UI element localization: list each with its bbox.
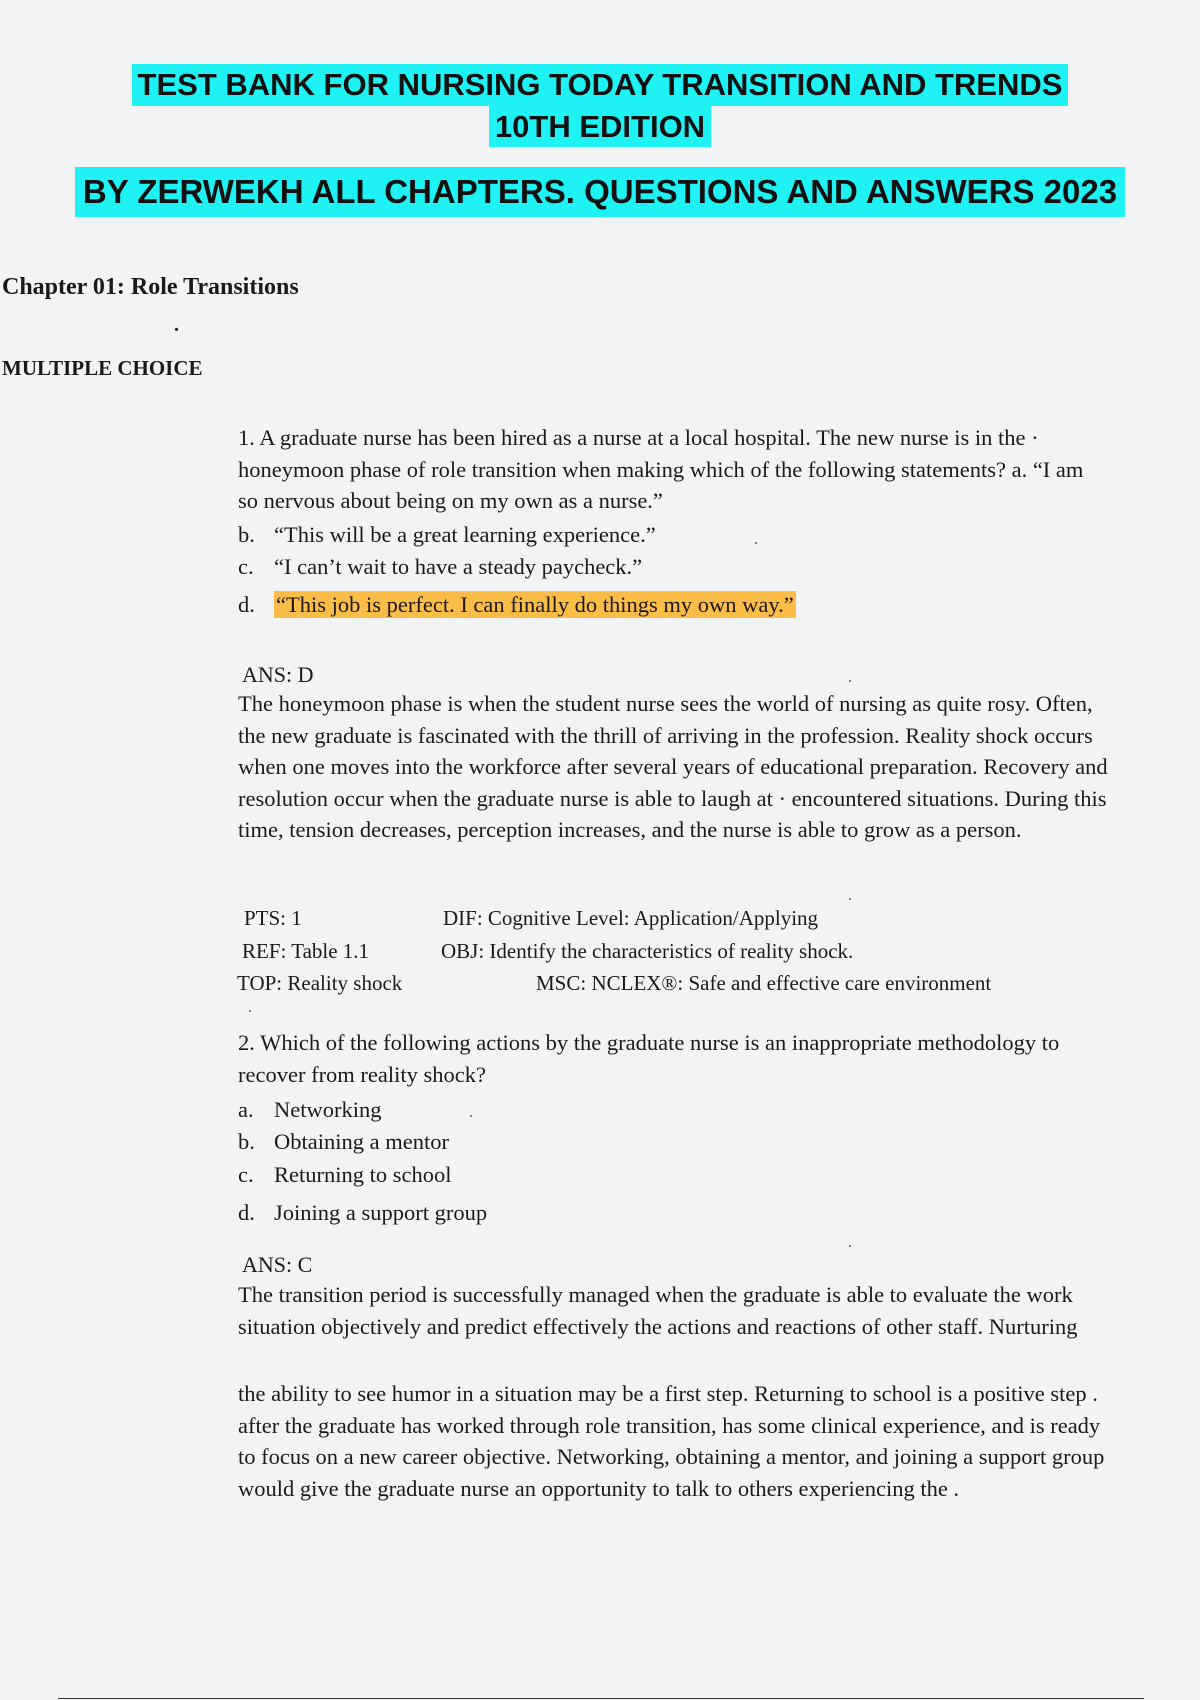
option-text-highlighted: “This job is perfect. I can finally do things my own way.” — [276, 592, 794, 617]
option-text: Returning to school — [274, 1162, 452, 1187]
question-1-top: TOP: Reality shock — [237, 971, 403, 995]
question-2-option-b — [238, 1127, 449, 1157]
footer-rule — [58, 1698, 1144, 1699]
option-letter: b. — [238, 522, 255, 547]
title-line-2: 10TH EDITION — [489, 106, 711, 148]
question-1-obj: OBJ: Identify the characteristics of reality shock. — [441, 939, 854, 963]
option-letter: d. — [238, 592, 255, 617]
stray-dot: . — [174, 314, 179, 336]
question-2-rationale-text-2: the ability to see humor in a situation may be a first step. Returning to school is a positive step . after the graduate has worked through role transition, has some clinical experience, and is ready to focus on a new career objective. Networking, obtaining a mentor, and joining a support group would give the graduate nurse an opportunity to talk to others experiencing the . — [238, 1381, 1105, 1501]
question-1-pts: PTS: 1 — [244, 906, 302, 930]
option-text: Obtaining a mentor — [274, 1129, 449, 1154]
question-2-answer: ANS: C — [242, 1252, 313, 1277]
question-2-rationale-text-1: The transition period is successfully managed when the graduate is able to evaluate the work situation objectively and predict effectively the actions and reactions of other staff. Nurturing — [238, 1282, 1078, 1339]
question-1-option-b — [238, 520, 656, 550]
question-2-stem-text: 2. Which of the following actions by the graduate nurse is an inappropriate methodology to recover from reality shock? — [238, 1030, 1060, 1087]
question-2-rationale-part-2 — [238, 1378, 1108, 1504]
question-1-ref: REF: Table 1.1 — [242, 939, 370, 963]
option-letter: d. — [238, 1200, 255, 1225]
option-letter: b. — [238, 1129, 255, 1154]
question-1-answer: ANS: D — [242, 662, 314, 687]
question-1-dif: DIF: Cognitive Level: Application/Applying — [443, 906, 819, 930]
chapter-heading: Chapter 01: Role Transitions — [2, 274, 299, 300]
option-text: “I can’t wait to have a steady paycheck.” — [274, 554, 643, 579]
document-title — [0, 64, 1200, 217]
question-2-option-c — [238, 1160, 451, 1190]
question-1-option-c — [238, 552, 642, 582]
question-1-rationale — [238, 688, 1108, 846]
title-line-3: BY ZERWEKH ALL CHAPTERS. QUESTIONS AND ANSWERS 2023 — [75, 167, 1125, 217]
option-letter: c. — [238, 1162, 254, 1187]
option-text: Joining a support group — [274, 1200, 488, 1225]
section-heading: MULTIPLE CHOICE — [2, 356, 203, 380]
scan-speck — [849, 898, 851, 900]
question-1-stem-text: 1. A graduate nurse has been hired as a nurse at a local hospital. The new nurse is in the · honeymoon phase of role transition when making which of the following statements? a. “I am so nervous about being on my own as a nurse.” — [238, 425, 1084, 513]
scan-speck — [849, 680, 851, 682]
question-2-stem — [238, 1027, 1108, 1090]
question-2-option-a — [238, 1095, 381, 1125]
question-2-option-d — [238, 1198, 487, 1228]
question-1-rationale-text: The honeymoon phase is when the student nurse sees the world of nursing as quite rosy. Often, the new graduate is fascinated with the thrill of arriving in the profession. Reality shock occurs when one moves into the workforce after several years of educational preparation. Recovery and resolution occur when the graduate nurse is able to laugh at · encountered situations. During this time, tension decreases, perception increases, and the nurse is able to grow as a person. — [238, 691, 1108, 842]
question-1-option-d — [238, 590, 796, 620]
question-1-msc: MSC: NCLEX®: Safe and effective care environment — [536, 971, 992, 995]
scan-speck — [249, 1010, 251, 1012]
question-2-rationale-part-1 — [238, 1279, 1108, 1342]
scan-speck — [849, 1245, 851, 1247]
scan-speck — [755, 542, 757, 544]
title-line-1: TEST BANK FOR NURSING TODAY TRANSITION AND TRENDS — [132, 64, 1069, 106]
option-text: Networking — [274, 1097, 382, 1122]
option-letter: a. — [238, 1097, 254, 1122]
option-text: “This will be a great learning experience.” — [274, 522, 656, 547]
option-letter: c. — [238, 554, 254, 579]
question-1-stem — [238, 422, 1108, 517]
scan-speck — [470, 1115, 472, 1117]
